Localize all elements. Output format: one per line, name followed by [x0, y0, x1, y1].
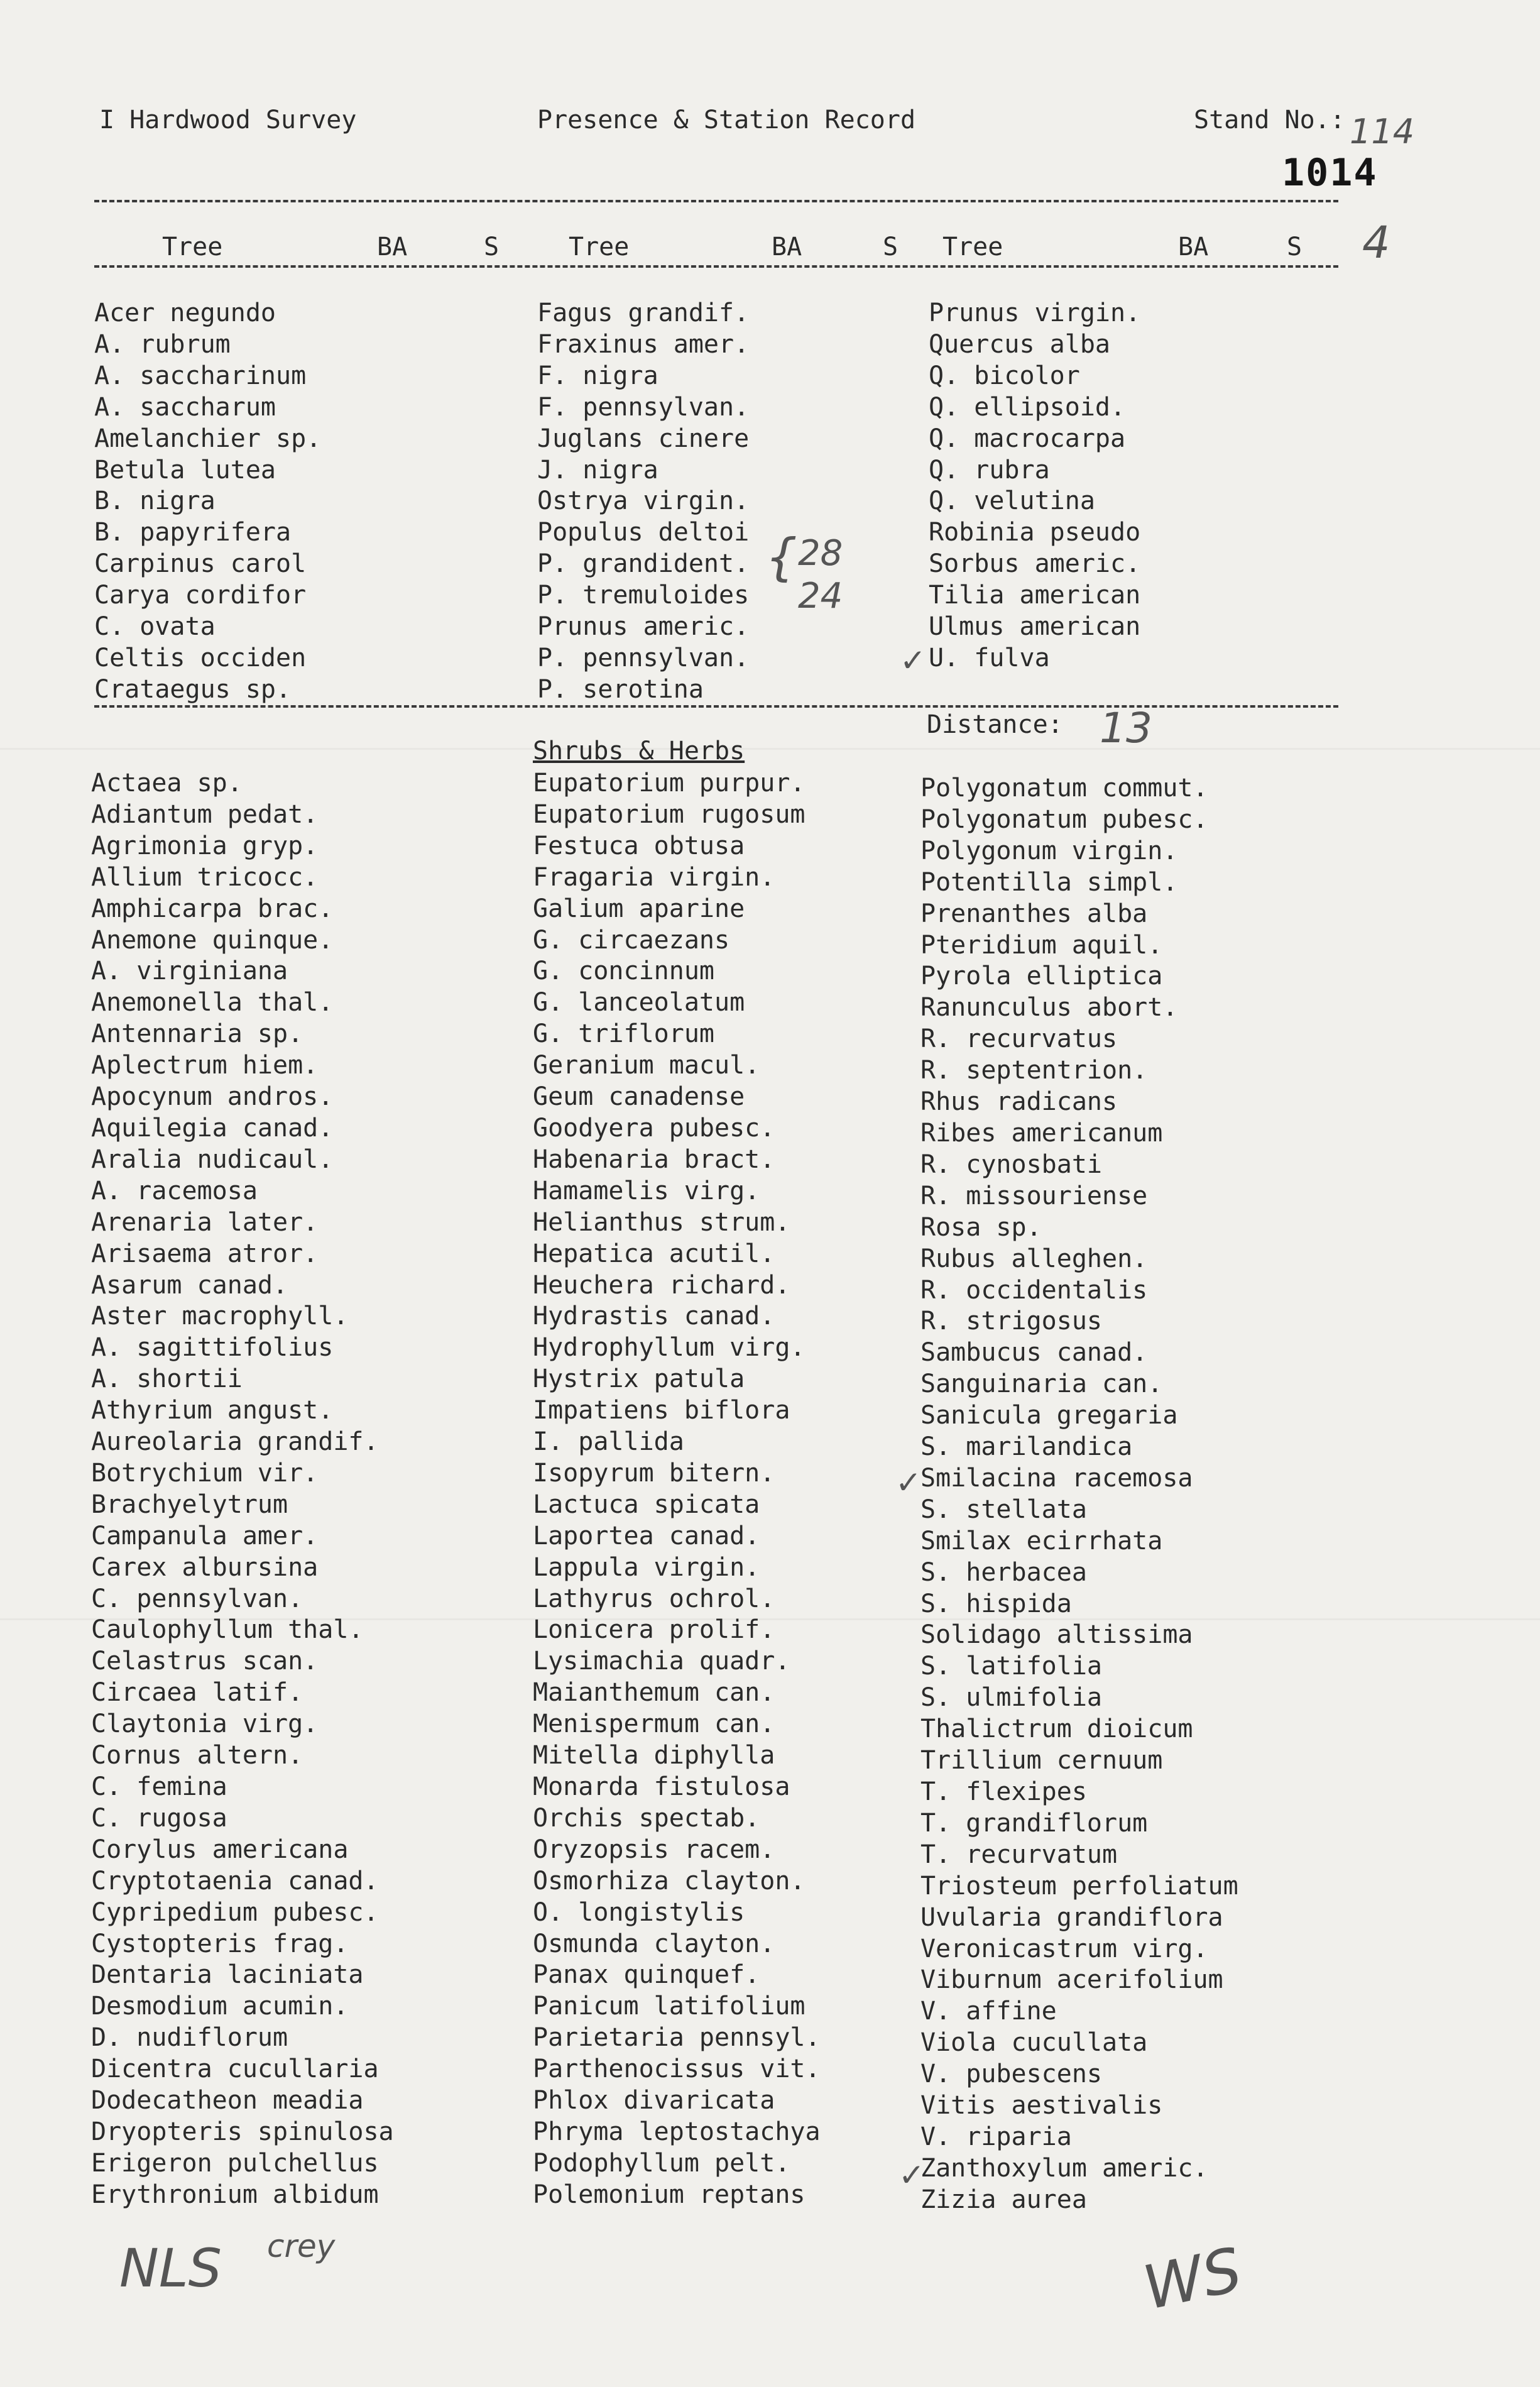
shrub-herb-species: G. lanceolatum — [533, 988, 745, 1018]
shrub-herb-species: Veronicastrum virg. — [920, 1934, 1208, 1963]
shrub-herb-species: Geum canadense — [533, 1082, 745, 1112]
shrub-herb-species: Potentilla simpl. — [920, 867, 1178, 897]
shrub-herb-species: Sambucus canad. — [920, 1338, 1148, 1368]
shrub-herb-species: Eupatorium purpur. — [533, 769, 805, 798]
tree-species: A. rubrum — [94, 329, 231, 359]
initials-right: WS — [1137, 2234, 1248, 2324]
shrub-herb-species: G. circaezans — [533, 925, 730, 955]
paper-fold — [0, 748, 1540, 750]
shrub-herb-species: Zanthoxylum americ. — [920, 2153, 1208, 2183]
shrub-herb-species: Geranium macul. — [533, 1051, 760, 1080]
shrub-herb-species: Caulophyllum thal. — [91, 1615, 364, 1645]
tree-species: C. ovata — [94, 612, 216, 642]
shrub-herb-species: Habenaria bract. — [533, 1144, 775, 1174]
shrub-herb-species: Polygonatum pubesc. — [920, 804, 1208, 834]
rule-header-bottom — [94, 265, 1338, 268]
tree-species: Crataegus sp. — [94, 674, 292, 704]
shrub-herb-species: Panax quinquef. — [533, 1960, 760, 1990]
tree-species: Acer negundo — [94, 299, 276, 327]
shrub-herb-species: Brachyelytrum — [91, 1490, 288, 1519]
col-header-s-1: S — [484, 233, 500, 261]
shrub-herb-species: Thalictrum dioicum — [920, 1715, 1193, 1744]
rule-top — [94, 200, 1338, 202]
shrub-herb-species: Aplectrum hiem. — [91, 1051, 319, 1080]
shrub-herb-species: Hepatica acutil. — [533, 1239, 775, 1268]
shrub-herb-species: Asarum canad. — [91, 1270, 288, 1300]
shrub-herb-species: S. ulmifolia — [920, 1683, 1102, 1713]
shrub-herb-species: Panicum latifolium — [533, 1992, 805, 2021]
stand-number-stamp: 1014 — [1282, 151, 1378, 195]
check-mark-icon: ✓ — [900, 642, 926, 679]
shrub-herb-species: Lappula virgin. — [533, 1552, 760, 1582]
shrub-herb-species: S. stellata — [920, 1495, 1087, 1524]
shrub-herb-species: Ribes americanum — [920, 1118, 1163, 1148]
shrub-herb-species: Lathyrus ochrol. — [533, 1584, 775, 1613]
shrub-herb-species: R. missouriense — [920, 1181, 1148, 1210]
shrub-herb-species: T. recurvatum — [920, 1840, 1118, 1869]
tree-species: Prunus americ. — [537, 612, 750, 642]
shrub-herb-species: C. pennsylvan. — [91, 1584, 303, 1613]
shrub-herb-species: Dryopteris spinulosa — [91, 2117, 394, 2146]
shrub-herb-species: Uvularia grandiflora — [920, 1902, 1223, 1932]
shrub-herb-species: Hamamelis virg. — [533, 1176, 760, 1205]
shrub-herb-species: Hydrophyllum virg. — [533, 1333, 805, 1363]
shrub-herb-species: Allium tricocc. — [91, 862, 319, 892]
tree-species: P. tremuloides — [537, 581, 750, 610]
tree-species: Q. macrocarpa — [929, 424, 1126, 453]
shrub-herb-species: Impatiens biflora — [533, 1396, 790, 1425]
tree-species: Carya cordifor — [94, 581, 307, 610]
shrub-herb-species: Celastrus scan. — [91, 1647, 319, 1676]
shrub-herb-species: Cryptotaenia canad. — [91, 1866, 379, 1896]
distance-label: Distance: — [927, 710, 1063, 739]
shrub-herb-species: S. marilandica — [920, 1432, 1133, 1462]
shrub-herb-species: Prenanthes alba — [920, 899, 1148, 928]
tree-species: Sorbus americ. — [929, 549, 1141, 579]
tree-list-column-3 — [929, 298, 1140, 674]
shrub-herb-species: Sanguinaria can. — [920, 1369, 1163, 1399]
tree-species: Q. velutina — [929, 486, 1095, 516]
shrub-herb-species: Lactuca spicata — [533, 1490, 760, 1519]
shrub-herb-species: A. shortii — [91, 1364, 243, 1394]
shrub-herb-species: Phlox divaricata — [533, 2086, 775, 2115]
tree-species: Robinia pseudo — [929, 518, 1141, 547]
shrub-herb-species: Agrimonia gryp. — [91, 831, 319, 860]
tree-species: Tilia american — [929, 581, 1141, 610]
shrub-herb-species: A. sagittifolius — [91, 1333, 334, 1363]
shrub-herb-species: O. longistylis — [533, 1897, 745, 1927]
shrub-herb-species: Adiantum pedat. — [91, 799, 319, 829]
shrub-herb-species: Rosa sp. — [920, 1212, 1042, 1242]
tree-species: P. pennsylvan. — [537, 643, 750, 672]
tree-species: Q. bicolor — [929, 361, 1080, 390]
col-header-tree-3: Tree — [942, 233, 1003, 261]
shrub-herb-species: D. nudiflorum — [91, 2023, 288, 2053]
shrub-herb-species: Osmorhiza clayton. — [533, 1866, 805, 1896]
tree-species: P. serotina — [537, 674, 704, 704]
shrub-herb-species: Polygonum virgin. — [920, 836, 1178, 865]
shrub-herb-species: Amphicarpa brac. — [91, 894, 334, 923]
shrub-herb-species: Hystrix patula — [533, 1364, 745, 1394]
shrub-herb-species: Desmodium acumin. — [91, 1992, 349, 2021]
tree-species: J. nigra — [537, 455, 658, 485]
shrub-herb-species: Aster macrophyll. — [91, 1302, 349, 1331]
shrub-herb-species: Parthenocissus vit. — [533, 2055, 821, 2084]
shrub-herb-species: Erythronium albidum — [91, 2180, 379, 2209]
tree-species: U. fulva — [929, 643, 1050, 672]
shrub-herb-species: R. septentrion. — [920, 1056, 1148, 1085]
tree-species: Populus deltoi — [537, 518, 750, 547]
bracket-annotation: { — [765, 528, 797, 586]
col-header-s-3: S — [1287, 233, 1302, 261]
shrub-herb-species: G. concinnum — [533, 957, 714, 986]
shrub-herb-species: Smilacina racemosa — [920, 1463, 1193, 1493]
shrub-herb-species: Pyrola elliptica — [920, 962, 1163, 991]
shrub-herb-species: Monarda fistulosa — [533, 1772, 790, 1801]
shrub-herb-species: V. pubescens — [920, 2060, 1102, 2089]
shrub-herb-species: Lysimachia quadr. — [533, 1647, 790, 1676]
shrub-herb-species: Isopyrum bitern. — [533, 1458, 775, 1488]
tree-species: Amelanchier sp. — [94, 424, 322, 453]
stand-number-handwritten: 114 — [1350, 112, 1415, 151]
shrub-list-column-3 — [920, 773, 1238, 2216]
shrub-herb-species: S. herbacea — [920, 1557, 1087, 1587]
tree-species: F. pennsylvan. — [537, 392, 750, 422]
shrub-herb-species: Ranunculus abort. — [920, 993, 1178, 1023]
shrub-herb-species: Orchis spectab. — [533, 1803, 760, 1833]
survey-title: I Hardwood Survey — [99, 106, 357, 134]
tree-species: Quercus alba — [929, 329, 1110, 359]
shrub-herb-species: Rubus alleghen. — [920, 1244, 1148, 1273]
initials-left: NLS — [119, 2237, 222, 2299]
shrub-herb-species: T. flexipes — [920, 1777, 1087, 1806]
col-header-s-2: S — [883, 233, 898, 261]
shrub-herb-species: Solidago altissima — [920, 1620, 1193, 1650]
record-title: Presence & Station Record — [537, 106, 916, 134]
col-header-tree-1: Tree — [162, 233, 223, 261]
shrub-herb-species: Corylus americana — [91, 1835, 349, 1864]
tree-species: Fraxinus amer. — [537, 329, 750, 359]
shrub-herb-species: Helianthus strum. — [533, 1207, 790, 1237]
shrub-herb-species: Rhus radicans — [920, 1087, 1118, 1117]
shrub-herb-species: Aureolaria grandif. — [91, 1427, 379, 1457]
shrub-herb-species: R. strigosus — [920, 1307, 1102, 1336]
distance-value: 13 — [1100, 704, 1152, 752]
shrub-herb-species: Phryma leptostachya — [533, 2117, 821, 2146]
shrub-herb-species: R. recurvatus — [920, 1024, 1118, 1054]
shrub-herb-species: Triosteum perfoliatum — [920, 1871, 1238, 1901]
shrub-herb-species: Heuchera richard. — [533, 1270, 790, 1300]
tree-species: Juglans cinere — [537, 424, 750, 453]
shrub-herb-species: Menispermum can. — [533, 1709, 775, 1739]
shrub-herb-species: Cypripedium pubesc. — [91, 1897, 379, 1927]
shrub-herb-species: Mitella diphylla — [533, 1741, 775, 1770]
stand-label: Stand No.: — [1194, 106, 1345, 134]
check-mark-icon: ✓ — [895, 1464, 922, 1501]
shrub-herb-species: Zizia aurea — [920, 2185, 1087, 2214]
tree-species: Celtis occiden — [94, 643, 307, 672]
shrub-herb-species: Athyrium angust. — [91, 1396, 334, 1425]
tree-species: Fagus grandif. — [537, 299, 750, 327]
shrub-herb-species: Sanicula gregaria — [920, 1401, 1178, 1430]
shrub-herb-species: Polemonium reptans — [533, 2180, 805, 2209]
shrub-herb-species: C. rugosa — [91, 1803, 227, 1833]
shrub-herb-species: Goodyera pubesc. — [533, 1113, 775, 1143]
tree-species: Prunus virgin. — [929, 299, 1141, 327]
shrub-herb-species: C. femina — [91, 1772, 227, 1801]
shrub-herb-species: Maianthemum can. — [533, 1678, 775, 1708]
tree-species: B. nigra — [94, 486, 216, 516]
shrub-herb-species: R. occidentalis — [920, 1275, 1148, 1305]
annotation-tremuloides: 24 — [798, 576, 843, 617]
shrub-herb-species: Apocynum andros. — [91, 1082, 334, 1112]
tree-species: B. papyrifera — [94, 518, 292, 547]
shrub-herb-species: Erigeron pulchellus — [91, 2148, 379, 2178]
tree-list-column-2 — [537, 298, 749, 706]
shrub-herb-species: Trillium cernuum — [920, 1746, 1163, 1775]
tree-species: F. nigra — [537, 361, 658, 390]
shrub-herb-species: Viburnum acerifolium — [920, 1965, 1223, 1995]
shrub-herb-species: V. affine — [920, 1997, 1057, 2026]
shrub-herb-species: Botrychium vir. — [91, 1458, 319, 1488]
annotation-grandident: 28 — [798, 533, 843, 574]
shrub-herb-species: Polygonatum commut. — [920, 774, 1208, 803]
shrub-herb-species: Lonicera prolif. — [533, 1615, 775, 1645]
col-header-ba-1: BA — [377, 233, 408, 261]
shrub-herb-species: Actaea sp. — [91, 769, 243, 798]
shrub-herb-species: Claytonia virg. — [91, 1709, 319, 1739]
check-mark-icon: ✓ — [898, 2157, 925, 2193]
shrub-list-column-2 — [533, 768, 821, 2211]
shrub-herb-species: Anemonella thal. — [91, 988, 334, 1018]
shrub-herb-species: Aquilegia canad. — [91, 1113, 334, 1143]
shrub-herb-species: Pteridium aquil. — [920, 930, 1163, 960]
tree-species: Q. rubra — [929, 455, 1050, 485]
tree-species: Carpinus carol — [94, 549, 307, 579]
shrub-herb-species: A. virginiana — [91, 957, 288, 986]
tree-species: Q. ellipsoid. — [929, 392, 1126, 422]
tree-list-column-1 — [94, 298, 321, 706]
shrub-herb-species: Carex albursina — [91, 1552, 319, 1582]
shrub-herb-species: Anemone quinque. — [91, 925, 334, 955]
initials-note: crey — [267, 2228, 336, 2264]
tree-species: Ostrya virgin. — [537, 486, 750, 516]
shrub-herb-species: G. triflorum — [533, 1019, 714, 1049]
shrub-herb-species: Smilax ecirrhata — [920, 1526, 1163, 1556]
shrub-herb-species: Dodecatheon meadia — [91, 2086, 364, 2115]
shrub-herb-species: Antennaria sp. — [91, 1019, 303, 1049]
tree-species: A. saccharum — [94, 392, 276, 422]
shrub-herb-species: Arenaria later. — [91, 1207, 319, 1237]
shrub-herb-species: Eupatorium rugosum — [533, 799, 805, 829]
col-header-tree-2: Tree — [569, 233, 630, 261]
stand-extra-handwritten: 4 — [1362, 217, 1390, 268]
shrub-herb-species: S. hispida — [920, 1589, 1072, 1618]
shrub-herb-species: Parietaria pennsyl. — [533, 2023, 821, 2053]
shrub-herb-species: Osmunda clayton. — [533, 1929, 775, 1958]
shrub-list-column-1 — [91, 768, 394, 2211]
shrubs-herbs-title: Shrubs & Herbs — [533, 737, 745, 765]
shrub-herb-species: Oryzopsis racem. — [533, 1835, 775, 1864]
shrub-herb-species: T. grandiflorum — [920, 1808, 1148, 1838]
shrub-herb-species: Podophyllum pelt. — [533, 2148, 790, 2178]
shrub-herb-species: Cornus altern. — [91, 1741, 303, 1770]
shrub-herb-species: I. pallida — [533, 1427, 684, 1457]
shrub-herb-species: Laportea canad. — [533, 1521, 760, 1550]
tree-species: A. saccharinum — [94, 361, 307, 390]
shrub-herb-species: Arisaema atror. — [91, 1239, 319, 1268]
shrub-herb-species: Dentaria laciniata — [91, 1960, 364, 1990]
shrub-herb-species: R. cynosbati — [920, 1150, 1102, 1179]
col-header-ba-3: BA — [1178, 233, 1209, 261]
shrub-herb-species: Campanula amer. — [91, 1521, 319, 1550]
shrub-herb-species: Dicentra cucullaria — [91, 2055, 379, 2084]
shrub-herb-species: Vitis aestivalis — [920, 2091, 1163, 2121]
col-header-ba-2: BA — [772, 233, 802, 261]
tree-species: Betula lutea — [94, 455, 276, 485]
shrub-herb-species: A. racemosa — [91, 1176, 258, 1205]
shrub-herb-species: V. riparia — [920, 2122, 1072, 2151]
shrub-herb-species: Fragaria virgin. — [533, 862, 775, 892]
shrub-herb-species: Aralia nudicaul. — [91, 1144, 334, 1174]
tree-species: P. grandident. — [537, 549, 750, 579]
shrub-herb-species: Circaea latif. — [91, 1678, 303, 1708]
tree-species: Ulmus american — [929, 612, 1141, 642]
shrub-herb-species: Galium aparine — [533, 894, 745, 923]
shrub-herb-species: Hydrastis canad. — [533, 1302, 775, 1331]
shrub-herb-species: Viola cucullata — [920, 2028, 1148, 2058]
shrub-herb-species: S. latifolia — [920, 1652, 1102, 1681]
shrub-herb-species: Cystopteris frag. — [91, 1929, 349, 1958]
shrub-herb-species: Festuca obtusa — [533, 831, 745, 860]
